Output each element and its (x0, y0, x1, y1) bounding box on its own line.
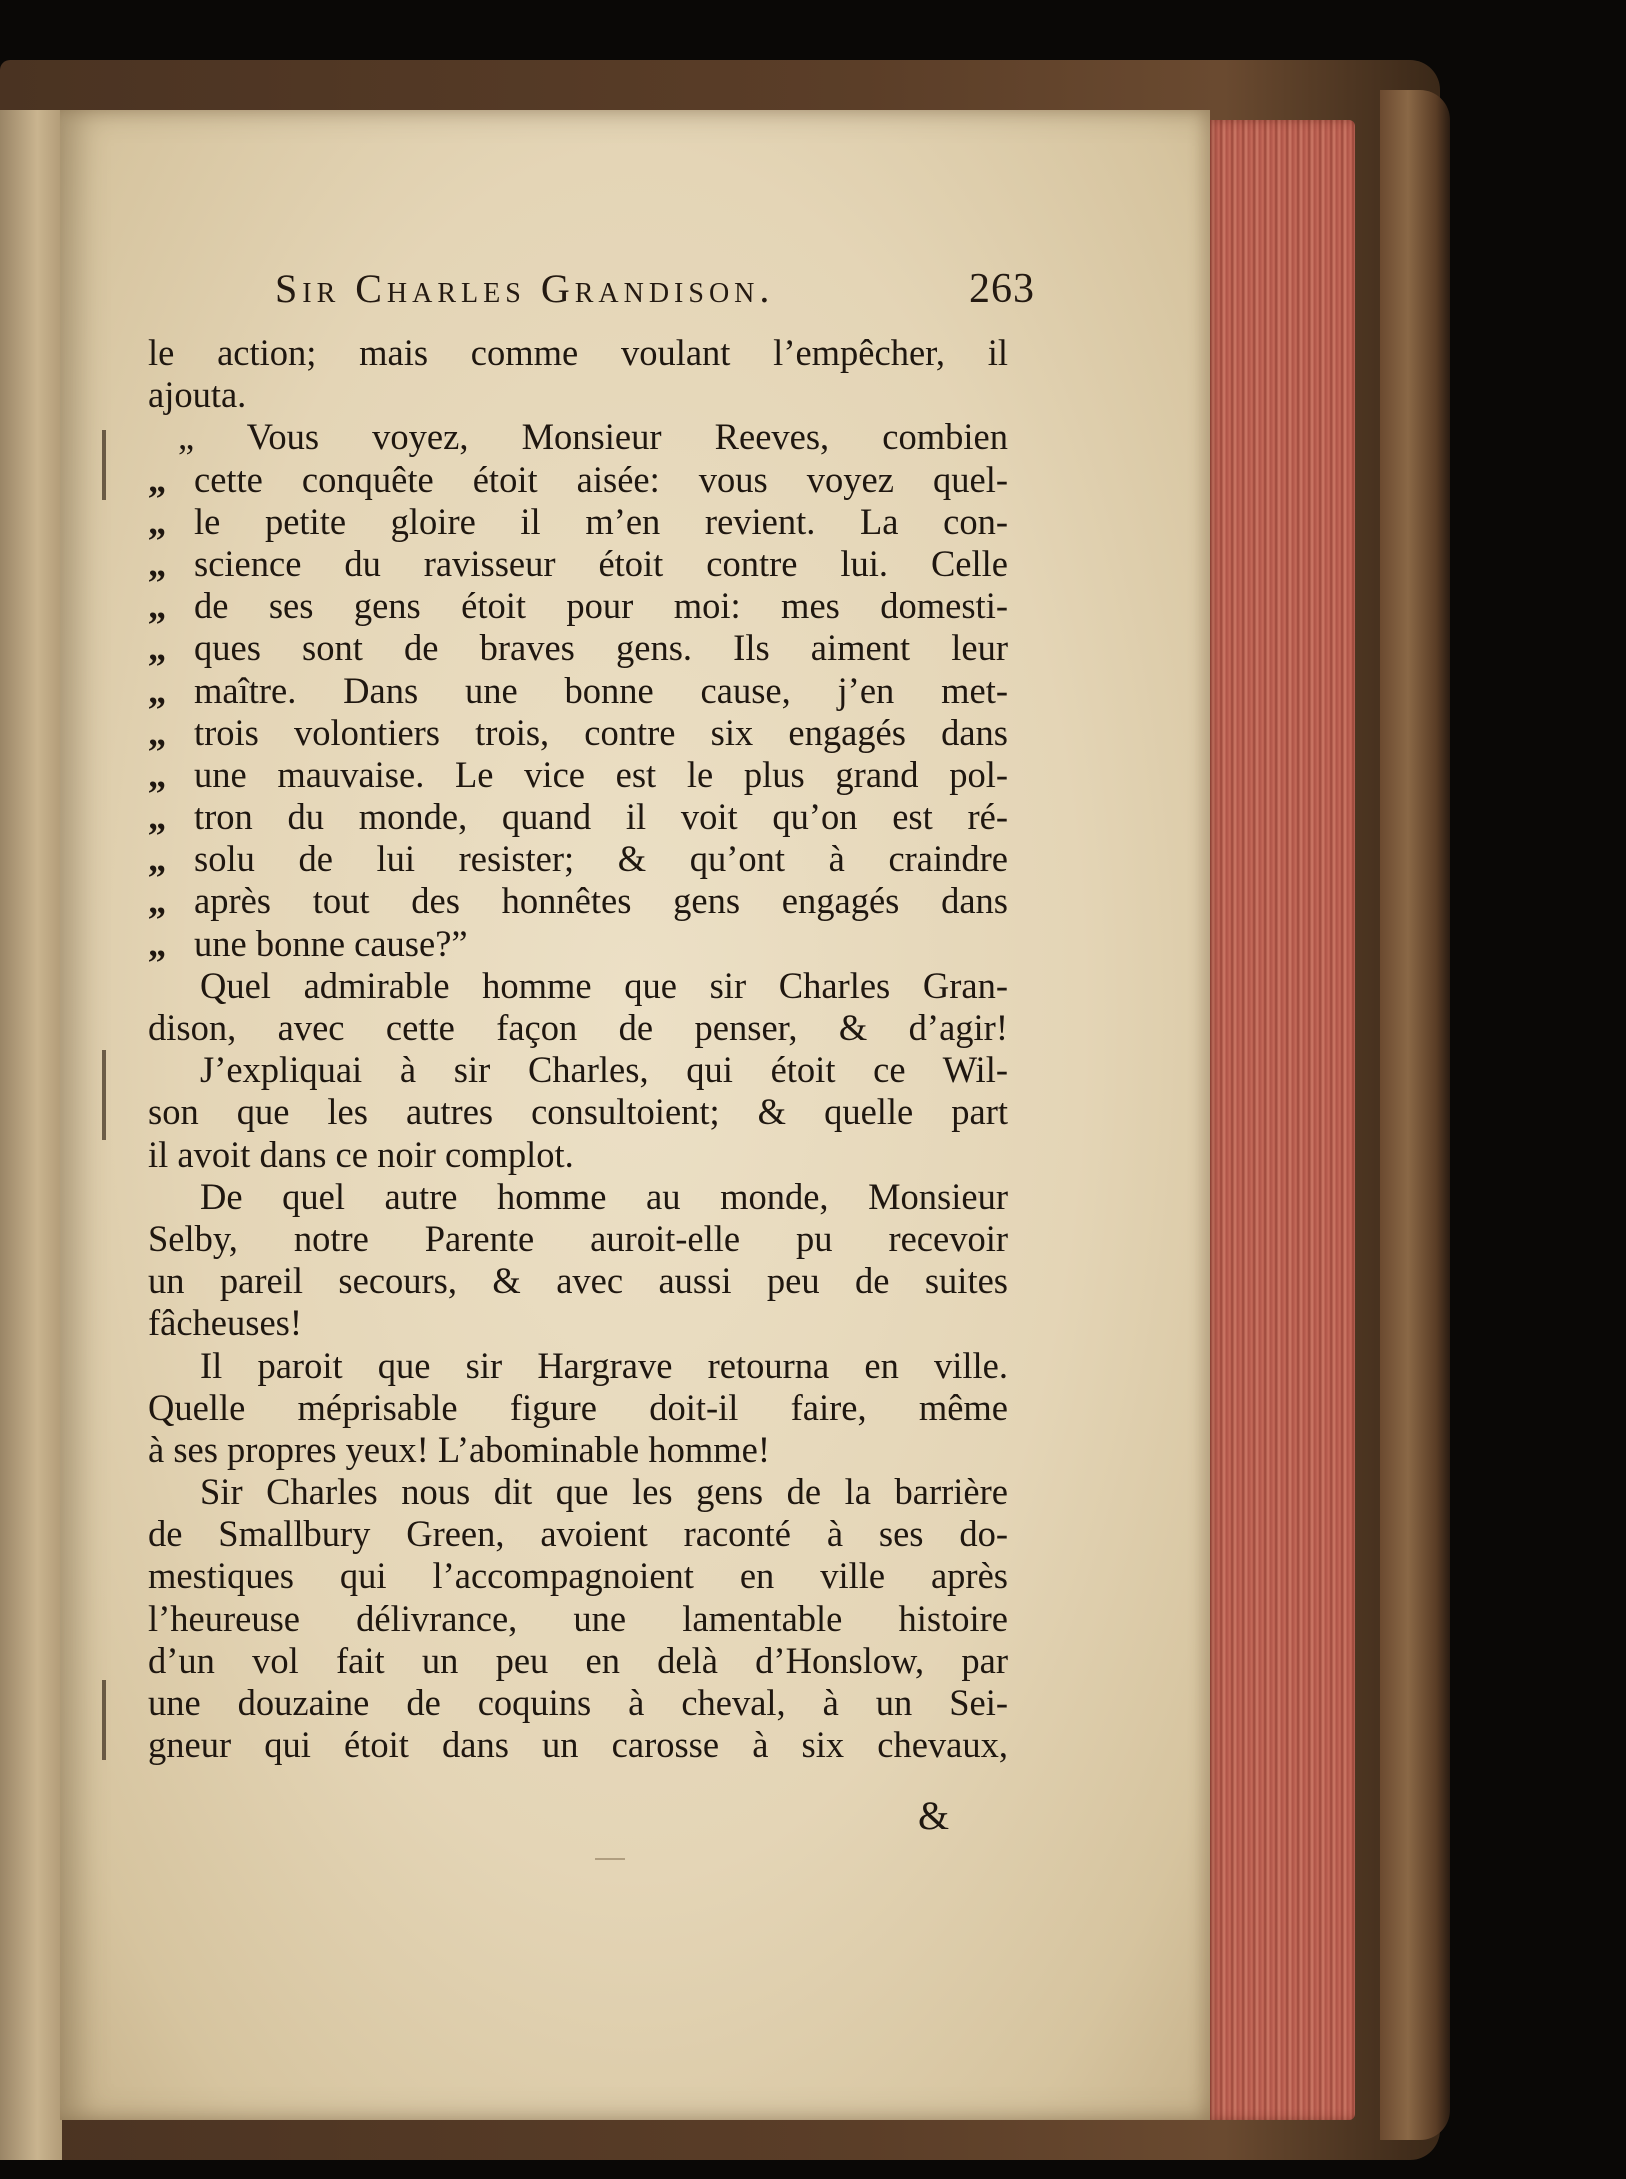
text-line (148, 923, 1008, 965)
text-line (148, 1513, 1008, 1555)
catchword: & (918, 1793, 950, 1838)
text-line (148, 838, 1008, 880)
text-line-content: le petite gloire il m’en revient. La con- (194, 500, 1008, 542)
text-line-content: mestiques qui l’accompagnoient en ville après (148, 1555, 1008, 1597)
text-line-content: J’expliquai à sir Charles, qui étoit ce Wil- (200, 1049, 1008, 1091)
text-line (148, 1682, 1008, 1724)
text-line-content: gneur qui étoit dans un carosse à six chevaux, (148, 1724, 1008, 1766)
quote-mark: „ (148, 627, 166, 669)
text-line (148, 1134, 1008, 1176)
text-line (148, 1387, 1008, 1429)
text-line-content: de ses gens étoit pour moi: mes domesti- (194, 585, 1008, 627)
text-line-content: d’un vol fait un peu en delà d’Honslow, par (148, 1639, 1008, 1681)
text-line-content: Quelle méprisable figure doit-il faire, même (148, 1386, 1008, 1428)
text-line-content: science du ravisseur étoit contre lui. Celle (194, 542, 1008, 584)
text-line-content: un pareil secours, & avec aussi peu de suites (148, 1260, 1008, 1302)
text-line (148, 965, 1008, 1007)
text-line-content: après tout des honnêtes gens engagés dans (194, 880, 1008, 922)
text-line-content: Il paroit que sir Hargrave retourna en ville. (200, 1344, 1008, 1386)
text-line-content: ques sont de braves gens. Ils aiment leur (194, 627, 1008, 669)
text-line-content: Selby, notre Parente auroit-elle pu recevoir (148, 1217, 1008, 1259)
text-line-content: „ Vous voyez, Monsieur Reeves, combien (178, 416, 1008, 458)
text-line (148, 585, 1008, 627)
gutter-mark (102, 430, 106, 500)
text-line (148, 1555, 1008, 1597)
text-line (148, 1640, 1008, 1682)
quote-mark: „ (148, 500, 166, 542)
gutter-mark (102, 1050, 106, 1140)
text-line (148, 712, 1008, 754)
text-line (148, 1091, 1008, 1133)
gutter-mark (102, 1680, 106, 1760)
quote-mark: „ (148, 669, 166, 711)
page-foot-mark (595, 1858, 625, 1860)
text-line-content: une douzaine de coquins à cheval, à un Sei- (148, 1682, 1008, 1723)
text-line-content: dison, avec cette façon de penser, & d’agir! (148, 1007, 1008, 1048)
running-head (275, 265, 1035, 325)
text-line (148, 543, 1008, 585)
text-line-content: De quel autre homme au monde, Monsieur (200, 1175, 1008, 1217)
quote-mark: „ (148, 922, 166, 964)
quote-mark: „ (148, 458, 166, 500)
text-line-content: ajouta. (148, 374, 247, 416)
text-line (148, 1429, 1008, 1471)
text-line-content: de Smallbury Green, avoient raconté à ses do- (148, 1513, 1008, 1555)
text-line (148, 754, 1008, 796)
text-line (148, 627, 1008, 669)
text-line (148, 374, 1008, 416)
quote-mark: „ (148, 880, 166, 922)
text-line-content: solu de lui resister; & qu’ont à craindre (194, 838, 1008, 880)
text-line (148, 1724, 1008, 1766)
text-line (148, 501, 1008, 543)
quote-mark: „ (148, 711, 166, 753)
text-line-content: trois volontiers trois, contre six engagés dans (194, 711, 1008, 753)
text-line-content: à ses propres yeux! L’abominable homme! (148, 1428, 771, 1470)
quote-mark: „ (148, 838, 166, 880)
text-line (148, 880, 1008, 922)
text-line (148, 1049, 1008, 1091)
text-line (148, 416, 1008, 458)
text-line (148, 1345, 1008, 1387)
running-head-title: Sir Charles Grandison. (275, 266, 775, 311)
text-line (148, 1471, 1008, 1513)
text-line-content: maître. Dans une bonne cause, j’en met- (194, 669, 1008, 711)
text-line (148, 1598, 1008, 1640)
text-line-content: une bonne cause?” (194, 922, 468, 964)
quote-mark: „ (148, 585, 166, 627)
text-line (148, 1007, 1008, 1049)
text-line-content: tron du monde, quand il voit qu’on est ré- (194, 796, 1008, 838)
text-line-content: Sir Charles nous dit que les gens de la barrière (200, 1471, 1008, 1513)
page-block-edges (1205, 120, 1355, 2120)
text-line-content: il avoit dans ce noir complot. (148, 1133, 574, 1175)
quote-mark: „ (148, 753, 166, 795)
text-line (148, 1260, 1008, 1302)
text-line (148, 332, 1008, 374)
text-line (148, 1176, 1008, 1218)
quote-mark: „ (148, 796, 166, 838)
page-number: 263 (969, 266, 1035, 312)
text-line (148, 670, 1008, 712)
text-line-content: le action; mais comme voulant l’empêcher, il (148, 332, 1008, 373)
text-line (148, 796, 1008, 838)
text-line-content: une mauvaise. Le vice est le plus grand pol- (194, 753, 1008, 795)
text-line-content: l’heureuse délivrance, une lamentable histoire (148, 1597, 1008, 1639)
text-line-content: cette conquête étoit aisée: vous voyez quel- (194, 458, 1008, 500)
text-line-content: Quel admirable homme que sir Charles Gran- (200, 964, 1008, 1006)
text-line (148, 1218, 1008, 1260)
text-line (148, 1302, 1008, 1344)
text-line-content: son que les autres consultoient; & quelle part (148, 1091, 1008, 1133)
facing-page-edge (0, 110, 62, 2160)
quote-mark: „ (148, 542, 166, 584)
text-line (148, 459, 1008, 501)
body-text (148, 332, 1008, 1766)
text-line-content: fâcheuses! (148, 1302, 303, 1344)
cover-spine-edge (1380, 90, 1450, 2140)
